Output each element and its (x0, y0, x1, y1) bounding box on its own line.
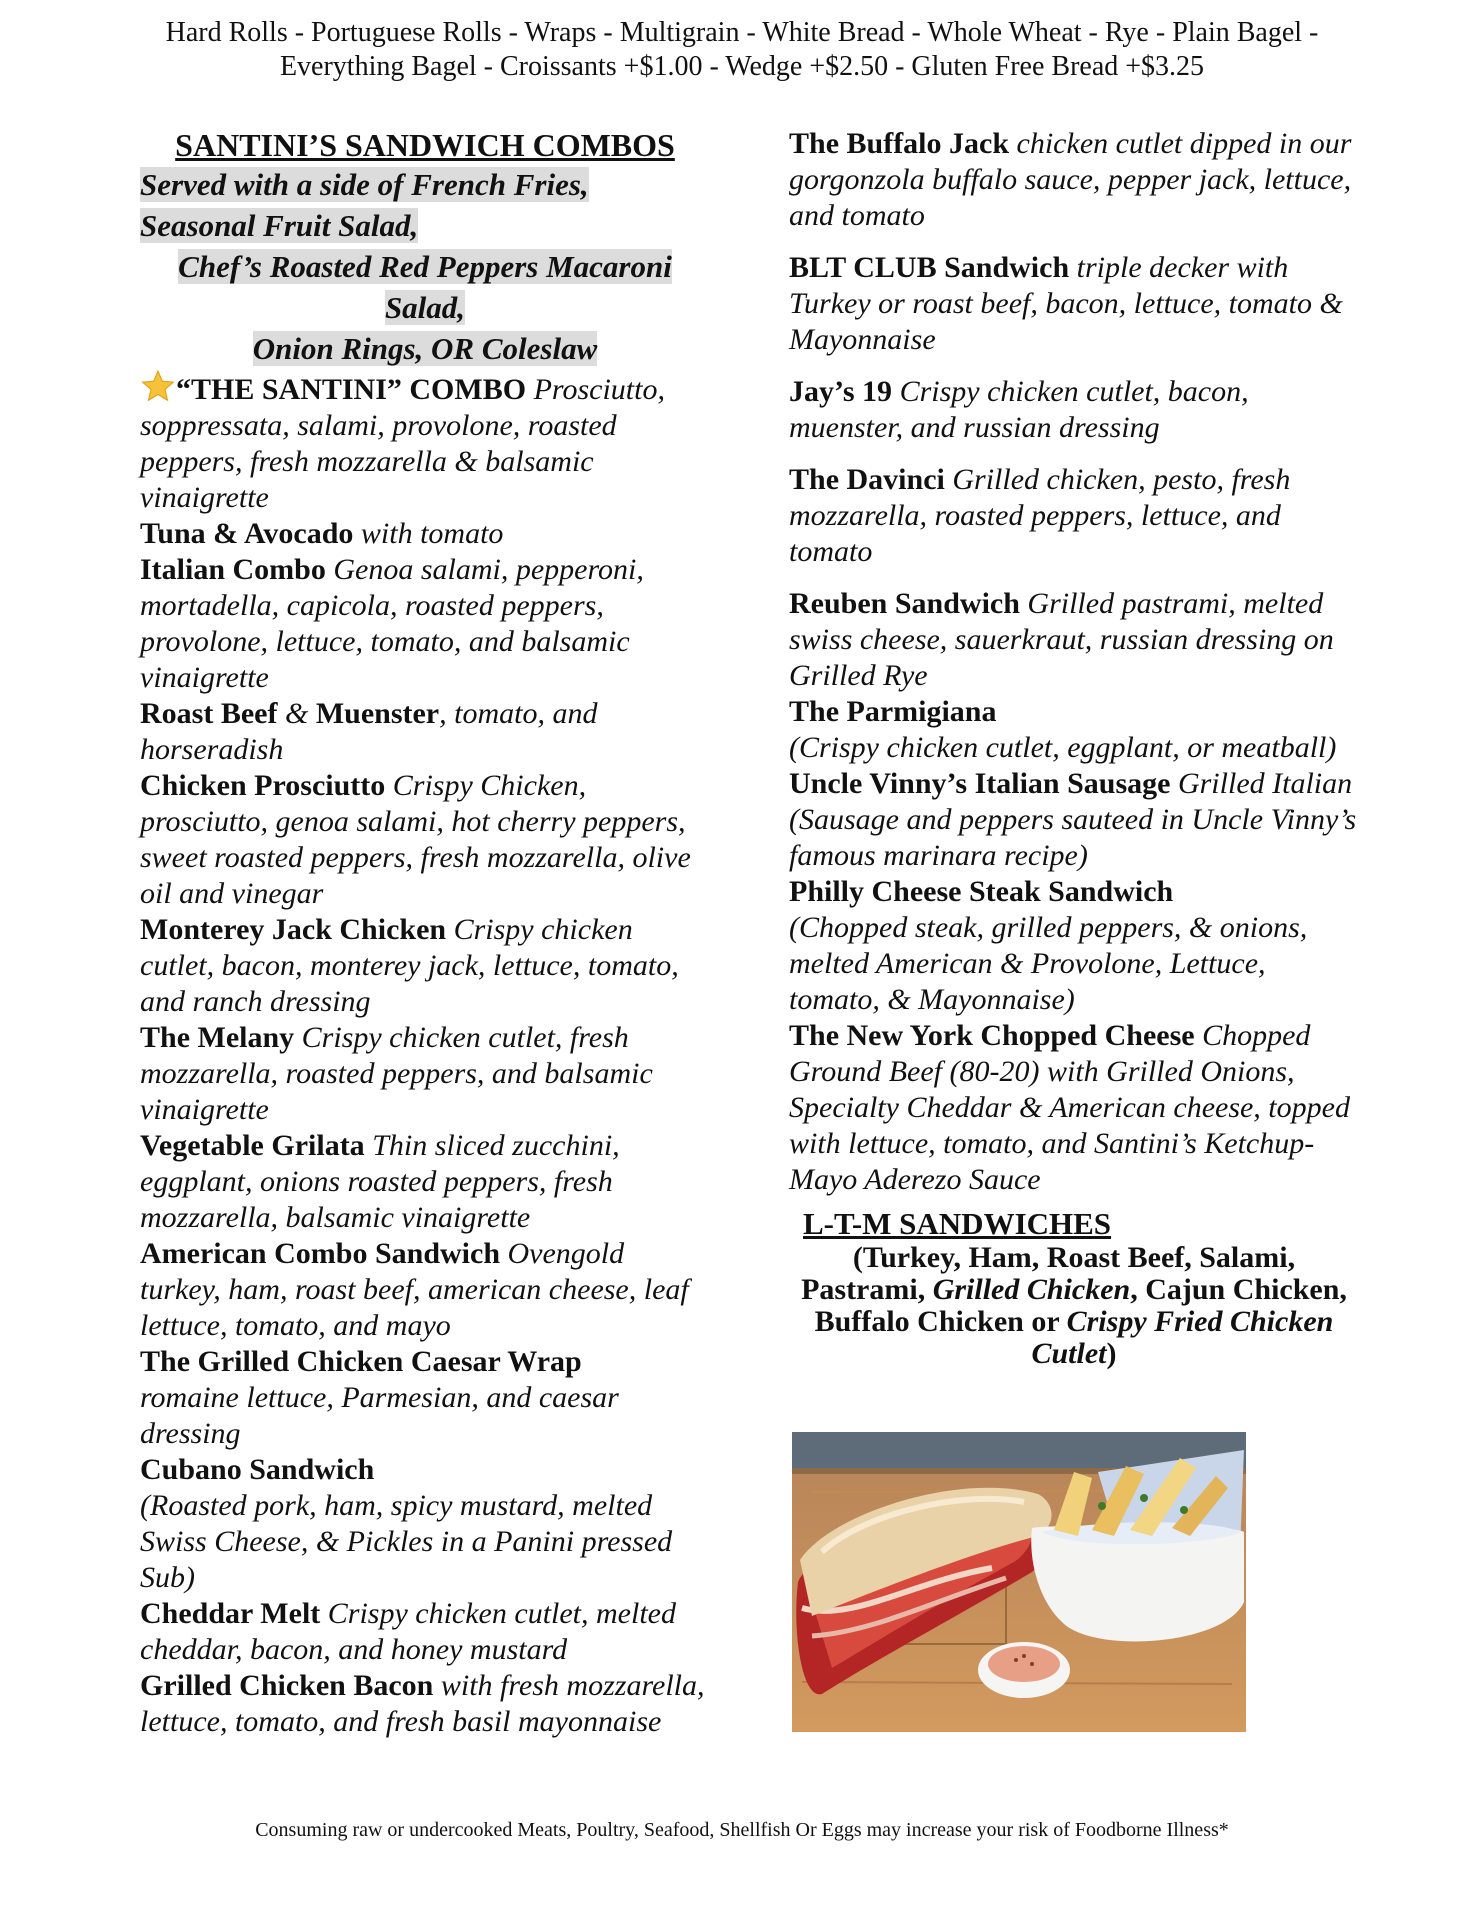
menu-item-philly-cheese-steak (789, 874, 1359, 1018)
item-desc: triple decker with Turkey or roast beef, bacon, lettuce, tomato & Mayonnaise (789, 251, 1343, 356)
item-name: Cheddar Melt (140, 1597, 321, 1630)
menu-item-the-parmigiana (789, 694, 1359, 766)
item-desc: Genoa salami, pepperoni, mortadella, capicola, roasted peppers, provolone, lettuce, tomato, and balsamic vinaigrette (140, 553, 644, 694)
item-desc: , tomato, and horseradish (140, 697, 598, 766)
menu-item-jays-19 (789, 374, 1359, 446)
menu-item-roast-beef-muenster (140, 696, 710, 768)
item-desc: romaine lettuce, Parmesian, and caesar dressing (140, 1381, 619, 1450)
item-name: Italian Combo (140, 553, 326, 586)
bread-options-line-1: Hard Rolls - Portuguese Rolls - Wraps - Multigrain - White Bread - Whole Wheat - Rye - Plain Bagel - (165, 17, 1319, 48)
item-desc: Ovengold turkey, ham, roast beef, american cheese, leaf lettuce, tomato, and mayo (140, 1237, 689, 1342)
item-name: Monterey Jack Chicken (140, 913, 447, 946)
combo-sides (140, 164, 710, 369)
item-desc: Grilled Italian (Sausage and peppers sauteed in Uncle Vinny’s famous marinara recipe) (789, 767, 1357, 872)
sides-line: Salad, (384, 290, 466, 325)
menu-item-vegetable-grilata (140, 1128, 710, 1236)
item-desc: Thin sliced zucchini, eggplant, onions roasted peppers, fresh mozzarella, balsamic vinaigrette (140, 1129, 620, 1234)
item-name: Philly Cheese Steak Sandwich (789, 875, 1174, 908)
item-name: Uncle Vinny’s Italian Sausage (789, 767, 1171, 800)
item-desc: Chopped Ground Beef (80-20) with Grilled Onions, Specialty Cheddar & American cheese, topped with lettuce, tomato, and Santini’s Ketchup- Mayo Aderezo Sauce (789, 1019, 1350, 1196)
item-desc: (Crispy chicken cutlet, eggplant, or meatball) (789, 731, 1337, 764)
item-name: The Davinci (789, 463, 945, 496)
item-desc: (Roasted pork, ham, spicy mustard, melted Swiss Cheese, & Pickles in a Panini pressed Sub) (140, 1489, 673, 1594)
bread-options-line-2: Everything Bagel - Croissants +$1.00 - Wedge +$2.50 - Gluten Free Bread +$3.25 (279, 51, 1205, 82)
menu-item-grilled-chicken-caesar-wrap (140, 1344, 710, 1452)
menu-item-chicken-prosciutto (140, 768, 710, 912)
item-desc: Grilled chicken, pesto, fresh mozzarella, roasted peppers, lettuce, and tomato (789, 463, 1291, 568)
sandwich-photo (792, 1432, 1246, 1732)
sides-line: Chef’s Roasted Red Peppers Macaroni (178, 249, 672, 284)
item-name-2: Muenster (315, 697, 440, 730)
item-desc: Crispy chicken cutlet, bacon, monterey jack, lettuce, tomato, and ranch dressing (140, 913, 679, 1018)
combos-title: SANTINI’S SANDWICH COMBOS (175, 127, 675, 163)
bread-options (0, 16, 1484, 84)
menu-item-monterey-jack-chicken (140, 912, 710, 1020)
menu-item-ny-chopped-cheese (789, 1018, 1359, 1198)
item-name: Roast Beef (140, 697, 278, 730)
item-name: The Melany (140, 1021, 295, 1054)
item-name: Reuben Sandwich (789, 587, 1020, 620)
item-desc: Prosciutto, soppressata, salami, provolone, roasted peppers, fresh mozzarella & balsamic vinaigrette (140, 373, 665, 514)
sides-line: Served with a side of French Fries, (140, 167, 589, 202)
sides-line: Seasonal Fruit Salad, (140, 208, 419, 243)
menu-item-the-melany (140, 1020, 710, 1128)
item-name: Jay’s 19 (789, 375, 893, 408)
sandwich-photo-art (792, 1432, 1246, 1732)
item-name: The New York Chopped Cheese (789, 1019, 1195, 1052)
item-name: Chicken Prosciutto (140, 769, 386, 802)
item-name: Vegetable Grilata (140, 1129, 365, 1162)
menu-item-blt-club (789, 250, 1359, 358)
item-desc: Crispy chicken cutlet, fresh mozzarella, roasted peppers, and balsamic vinaigrette (140, 1021, 653, 1126)
ltm-title: L-T-M SANDWICHES (803, 1206, 1112, 1241)
right-column (789, 126, 1359, 1370)
item-desc: with tomato (353, 517, 504, 550)
item-desc: Grilled pastrami, melted swiss cheese, sauerkraut, russian dressing on Grilled Rye (789, 587, 1334, 692)
item-desc: with fresh mozzarella, lettuce, tomato, and fresh basil mayonnaise (140, 1669, 705, 1738)
ltm-description: (Turkey, Ham, Roast Beef, Salami, Pastrami, Grilled Chicken, Cajun Chicken, Buffalo Chicken or Crispy Fried Chicken Cutlet) (801, 1241, 1347, 1370)
menu-item-the-davinci (789, 462, 1359, 570)
item-name: The Buffalo Jack (789, 127, 1010, 160)
item-name: “THE SANTINI” COMBO (176, 373, 527, 406)
menu-item-the-buffalo-jack (789, 126, 1359, 234)
item-name: Cubano Sandwich (140, 1453, 375, 1486)
item-desc: (Chopped steak, grilled peppers, & onions, melted American & Provolone, Lettuce, tomato, & Mayonnaise) (789, 911, 1308, 1016)
item-amp: & (277, 697, 316, 730)
item-desc: Crispy Chicken, prosciutto, genoa salami, hot cherry peppers, sweet roasted peppers, fresh mozzarella, olive oil and vinegar (140, 769, 691, 910)
menu-item-cubano-sandwich (140, 1452, 710, 1596)
menu-item-cheddar-melt (140, 1596, 710, 1668)
left-column (140, 126, 710, 1740)
item-name: Grilled Chicken Bacon (140, 1669, 434, 1702)
star-icon (140, 369, 176, 403)
sides-line: Onion Rings, OR Coleslaw (252, 331, 598, 366)
item-name: Tuna & Avocado (140, 517, 354, 550)
item-name: The Grilled Chicken Caesar Wrap (140, 1345, 582, 1378)
menu-item-grilled-chicken-bacon (140, 1668, 710, 1740)
item-name: BLT CLUB Sandwich (789, 251, 1070, 284)
menu-item-italian-combo (140, 552, 710, 696)
menu-item-tuna-avocado (140, 516, 710, 552)
menu-item-the-santini-combo (140, 369, 710, 516)
food-safety-notice: Consuming raw or undercooked Meats, Poultry, Seafood, Shellfish Or Eggs may increase your risk of Foodborne Illness* (255, 1819, 1229, 1841)
item-name: The Parmigiana (789, 695, 997, 728)
item-desc: Crispy chicken cutlet, bacon, muenster, and russian dressing (789, 375, 1249, 444)
menu-item-american-combo (140, 1236, 710, 1344)
item-name: American Combo Sandwich (140, 1237, 501, 1270)
menu-item-reuben-sandwich (789, 586, 1359, 694)
item-desc: chicken cutlet dipped in our gorgonzola buffalo sauce, pepper jack, lettuce, and tomato (789, 127, 1352, 232)
menu-item-uncle-vinnys-sausage (789, 766, 1359, 874)
item-desc: Crispy chicken cutlet, melted cheddar, bacon, and honey mustard (140, 1597, 676, 1666)
